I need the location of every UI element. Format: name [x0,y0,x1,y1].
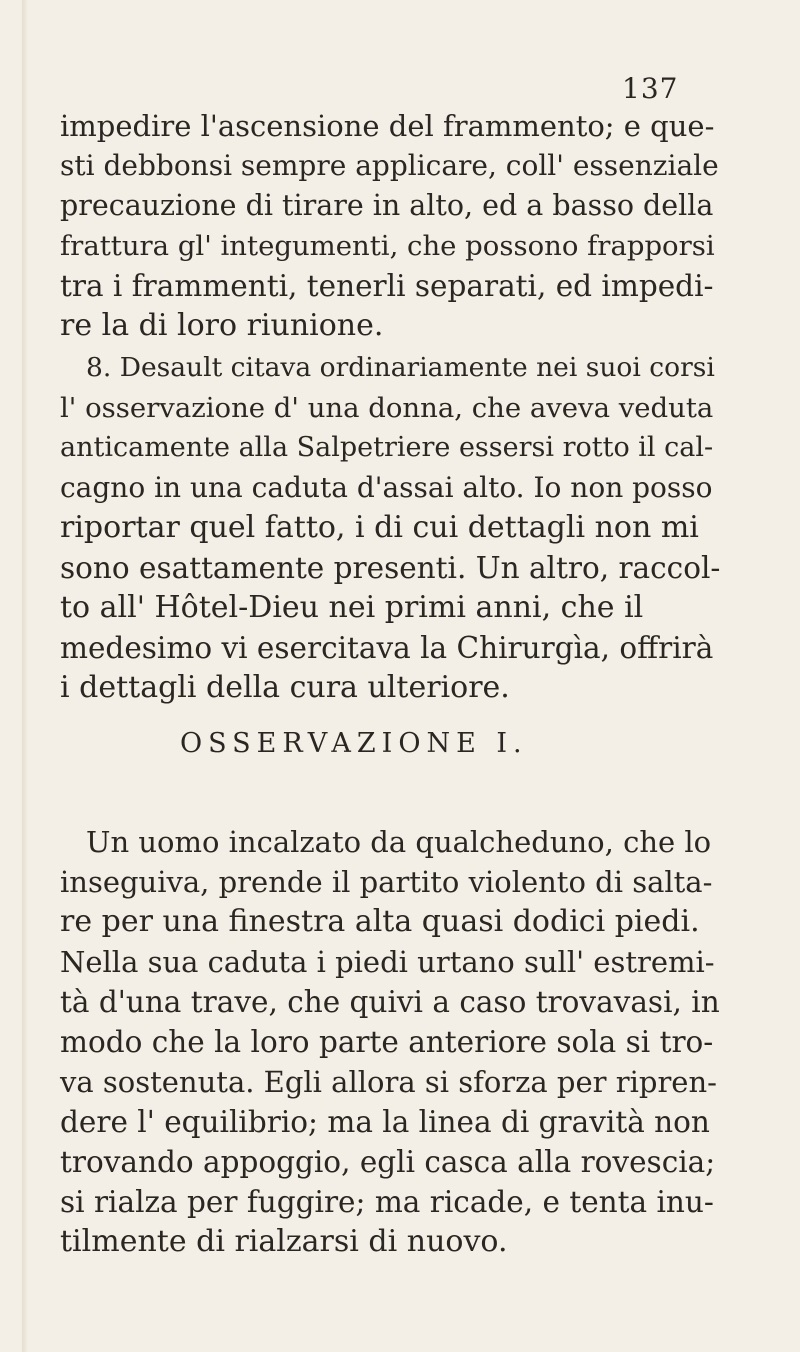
text-line: trovando appoggio, egli casca alla rovescia; [60,1145,716,1179]
text-line: Nella sua caduta i piedi urtano sull' estremi- [60,945,715,979]
text-line: tà d'una trave, che quivi a caso trovavasi, in [60,985,720,1019]
section-heading: OSSERVAZIONE I. [180,728,528,759]
text-line: frattura gl' integumenti, che possono frapporsi [60,230,715,262]
text-line: to all' Hôtel-Dieu nei primi anni, che il [60,590,644,625]
text-line: dere l' equilibrio; ma la linea di gravità non [60,1105,710,1139]
text-line: riportar quel fatto, i di cui dettagli non mi [60,510,699,545]
text-line: i dettagli della cura ulteriore. [60,670,510,705]
text-line: 8. Desault citava ordinariamente nei suoi corsi [86,352,715,383]
text-line: re per una finestra alta quasi dodici piedi. [60,904,700,939]
text-line: sti debbonsi sempre applicare, coll' essenziale [60,149,719,182]
text-line: sono esattamente presenti. Un altro, raccol- [60,551,721,585]
text-line: Un uomo incalzato da qualcheduno, che lo [86,825,712,859]
text-line: precauzione di tirare in alto, ed a basso della [60,189,714,222]
text-line: anticamente alla Salpetriere essersi rotto il cal- [60,432,714,463]
text-line: medesimo vi esercitava la Chirurgìa, offrirà [60,631,714,665]
text-line: cagno in una caduta d'assai alto. Io non posso [60,471,713,504]
page-gutter [22,0,28,1352]
text-line: impedire l'ascensione del frammento; e que- [60,109,715,143]
text-line: l' osservazione d' una donna, che aveva veduta [60,392,714,424]
text-line: inseguiva, prende il partito violento di salta- [60,865,713,899]
text-line: va sostenuta. Egli allora si sforza per ripren- [60,1065,717,1099]
text-line: tilmente di rialzarsi di nuovo. [60,1224,508,1259]
text-line: tra i frammenti, tenerli separati, ed impedi- [60,269,714,303]
text-line: si rialza per fuggire; ma ricade, e tenta inu- [60,1185,714,1219]
text-line: modo che la loro parte anteriore sola si tro- [60,1025,714,1059]
text-line: re la di loro riunione. [60,308,384,343]
page-number: 137 [622,72,679,105]
